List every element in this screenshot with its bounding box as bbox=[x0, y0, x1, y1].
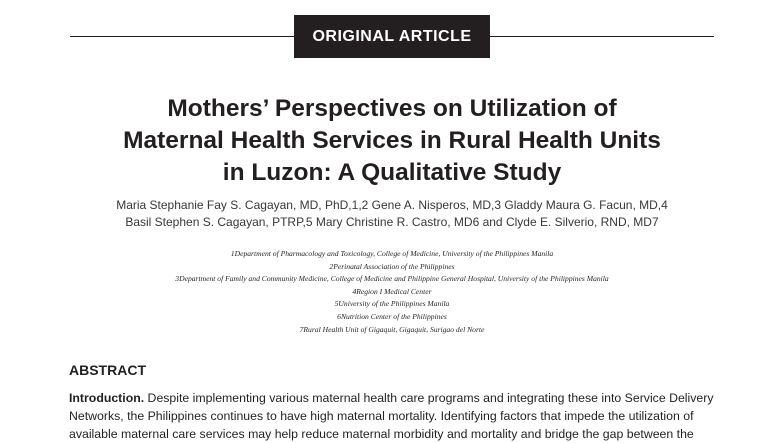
affiliation: 6Nutrition Center of the Philippines bbox=[337, 311, 447, 321]
abstract-body bbox=[69, 389, 716, 443]
abstract-text: Despite implementing various maternal health care programs and integrating these into Service Delivery bbox=[144, 391, 714, 405]
abstract-line: Networks, the Philippines continues to have high maternal mortality. Identifying factors that impede the utilization of bbox=[69, 409, 694, 423]
title-line: Mothers’ Perspectives on Utilization of bbox=[167, 95, 617, 122]
title-line: in Luzon: A Qualitative Study bbox=[222, 159, 562, 186]
author-line: Basil Stephen S. Cagayan, PTRP,5 Mary Christine R. Castro, MD6 and Clyde E. Silverio, RND, MD7 bbox=[125, 215, 659, 229]
abstract-heading: ABSTRACT bbox=[69, 362, 146, 378]
affiliation: 5University of the Philippines Manila bbox=[334, 299, 450, 309]
affiliation: 2Perinatal Association of the Philippines bbox=[329, 261, 455, 271]
affiliation: 3Department of Family and Community Medicine, College of Medicine and Philippine General Hospital, University of the Philippines Manila bbox=[175, 274, 609, 284]
affiliation-list bbox=[30, 248, 754, 336]
affiliation: 1Department of Pharmacology and Toxicology, College of Medicine, University of the Philippines Manila bbox=[230, 249, 554, 258]
author-line: Maria Stephanie Fay S. Cagayan, MD, PhD,1,2 Gene A. Nisperos, MD,3 Gladdy Maura G. Facun, MD,4 bbox=[116, 198, 668, 212]
article-title bbox=[60, 93, 724, 189]
author-list bbox=[40, 197, 744, 231]
affiliation: 4Region I Medical Center bbox=[352, 286, 432, 296]
title-line: Maternal Health Services in Rural Health Units bbox=[123, 127, 661, 154]
affiliation: 7Rural Health Unit of Gigaquit, Gigaquit, Surigao del Norte bbox=[299, 324, 485, 334]
abstract-section-label: Introduction. bbox=[69, 391, 145, 405]
article-type-banner: ORIGINAL ARTICLE bbox=[294, 15, 490, 58]
abstract-line: available maternal care services may help reduce maternal morbidity and mortality and bridge the gap between the bbox=[69, 427, 694, 441]
abstract-line bbox=[69, 389, 716, 407]
